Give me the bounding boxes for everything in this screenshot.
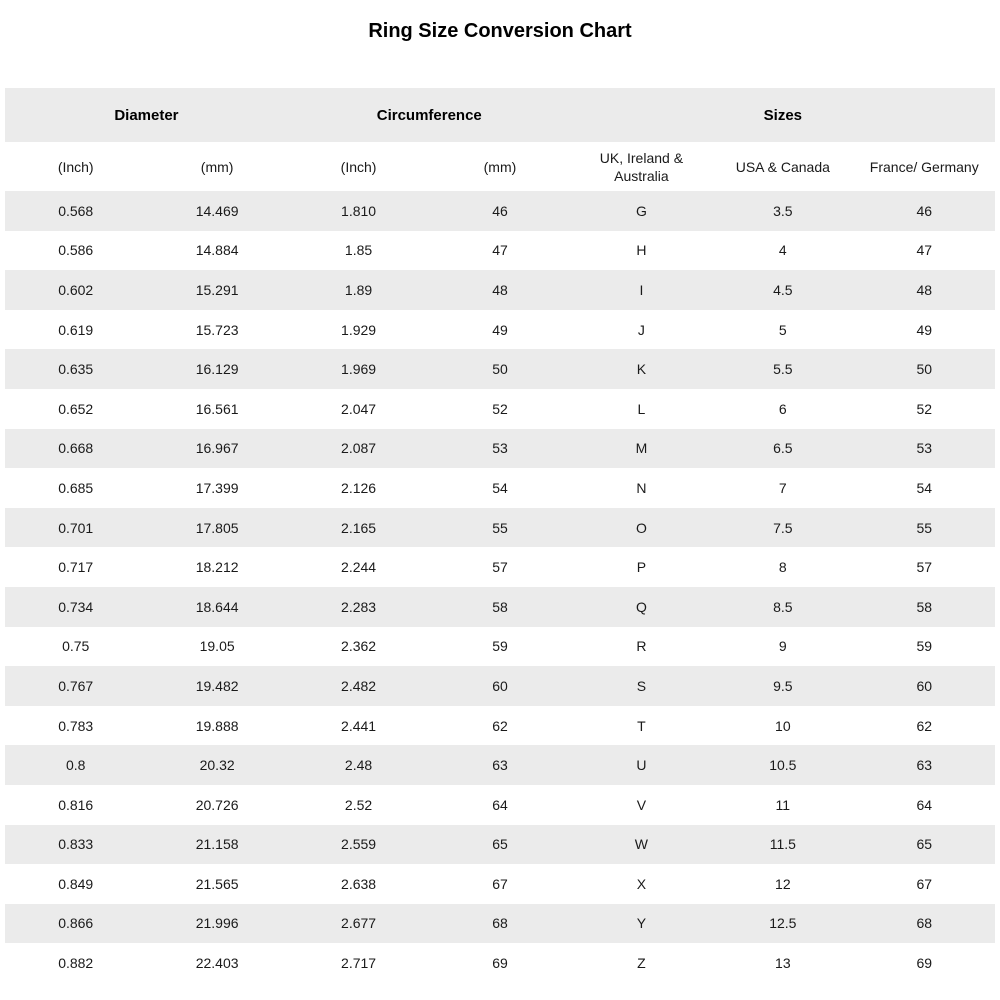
table-cell: 65	[492, 836, 508, 853]
table-cell: 2.165	[341, 519, 377, 536]
group-header-sizes: Sizes	[763, 106, 803, 124]
table-cell: 0.767	[58, 677, 94, 694]
column-header-france-germany: France/ Germany	[869, 158, 979, 175]
column-header-uk-ireland-australia: UK, Ireland & Australia	[599, 149, 684, 184]
table-cell: 10	[775, 717, 791, 734]
table-cell: 21.996	[195, 915, 239, 932]
table-cell: 47	[916, 242, 933, 259]
table-cell: 2.677	[341, 915, 377, 932]
table-cell: 10.5	[769, 757, 797, 774]
table-cell: 0.783	[58, 717, 94, 734]
table-cell: V	[636, 796, 647, 813]
table-cell: 64	[916, 796, 933, 813]
table-cell: 17.399	[195, 479, 239, 496]
table-cell: 55	[916, 519, 933, 536]
table-cell: 17.805	[195, 519, 239, 536]
table-cell: 53	[492, 440, 508, 457]
table-cell: 19.482	[195, 677, 239, 694]
table-cell: 4.5	[773, 281, 793, 298]
table-row	[5, 864, 995, 904]
table-cell: 6.5	[773, 440, 793, 457]
column-header-diameter-inch: (Inch)	[57, 158, 94, 175]
table-cell: 49	[916, 321, 933, 338]
table-cell: 19.05	[199, 638, 235, 655]
column-header-circumference-mm: (mm)	[483, 158, 517, 175]
table-cell: 57	[916, 559, 933, 576]
table-cell: 0.602	[58, 281, 94, 298]
table-cell: 22.403	[195, 955, 239, 972]
table-cell: G	[635, 202, 647, 219]
table-row	[5, 587, 995, 627]
table-cell: 59	[492, 638, 508, 655]
table-cell: 9.5	[773, 677, 793, 694]
group-header-diameter: Diameter	[114, 106, 179, 124]
table-row	[5, 468, 995, 508]
table-cell: 14.884	[195, 242, 239, 259]
table-cell: 62	[916, 717, 933, 734]
table-cell: 2.559	[341, 836, 377, 853]
table-row	[5, 943, 995, 983]
table-cell: 59	[916, 638, 933, 655]
table-cell: 20.726	[195, 796, 239, 813]
table-cell: 0.586	[58, 242, 94, 259]
table-cell: 0.8	[65, 757, 86, 774]
table-cell: 47	[492, 242, 508, 259]
table-row	[5, 825, 995, 865]
table-cell: 16.129	[195, 361, 239, 378]
table-cell: 16.967	[195, 440, 239, 457]
table-cell: T	[637, 717, 646, 734]
table-cell: 20.32	[199, 757, 235, 774]
table-cell: 0.75	[62, 638, 90, 655]
table-cell: 65	[916, 836, 933, 853]
table-cell: S	[636, 677, 647, 694]
table-cell: 69	[916, 955, 933, 972]
table-row	[5, 270, 995, 310]
table-row	[5, 508, 995, 548]
column-header-circumference-inch: (Inch)	[340, 158, 377, 175]
table-row	[5, 706, 995, 746]
table-cell: 8.5	[773, 598, 793, 615]
column-header-diameter-mm: (mm)	[200, 158, 234, 175]
table-cell: 2.126	[341, 479, 377, 496]
table-container	[5, 88, 995, 983]
table-cell: 21.158	[195, 836, 239, 853]
table-cell: 2.52	[344, 796, 373, 813]
ring-size-table	[5, 88, 995, 983]
table-row	[5, 231, 995, 271]
table-cell: 5.5	[773, 361, 793, 378]
table-cell: 19.888	[195, 717, 239, 734]
table-cell: 4	[778, 242, 787, 259]
table-cell: 9	[778, 638, 787, 655]
table-cell: 0.717	[58, 559, 94, 576]
table-cell: 46	[916, 202, 933, 219]
table-cell: P	[636, 559, 647, 576]
table-cell: 60	[492, 677, 508, 694]
table-cell: 0.701	[58, 519, 94, 536]
table-cell: 0.866	[58, 915, 94, 932]
table-cell: 1.810	[341, 202, 377, 219]
page-title: Ring Size Conversion Chart	[368, 20, 632, 42]
table-cell: 1.929	[341, 321, 377, 338]
table-cell: 67	[916, 875, 933, 892]
table-cell: 7	[778, 479, 787, 496]
table-row	[5, 904, 995, 944]
table-cell: 63	[916, 757, 933, 774]
table-cell: 0.668	[58, 440, 94, 457]
table-cell: 11.5	[769, 836, 796, 853]
table-cell: 57	[492, 559, 508, 576]
table-cell: 2.362	[341, 638, 377, 655]
table-cell: 2.48	[344, 757, 373, 774]
table-cell: 16.561	[195, 400, 239, 417]
table-cell: 55	[492, 519, 508, 536]
table-cell: 63	[492, 757, 508, 774]
table-cell: 0.652	[58, 400, 94, 417]
table-cell: L	[637, 400, 646, 417]
table-cell: 2.717	[341, 955, 377, 972]
table-cell: 21.565	[195, 875, 239, 892]
table-cell: 60	[916, 677, 933, 694]
table-cell: 2.283	[341, 598, 377, 615]
table-head	[5, 88, 995, 191]
table-cell: 53	[916, 440, 933, 457]
table-cell: 54	[916, 479, 933, 496]
table-cell: 50	[492, 361, 508, 378]
table-row	[5, 191, 995, 231]
table-cell: Q	[635, 598, 647, 615]
column-header-row	[5, 142, 995, 191]
table-cell: 0.635	[58, 361, 94, 378]
table-cell: X	[636, 875, 647, 892]
table-cell: 2.482	[341, 677, 377, 694]
table-cell: 1.85	[344, 242, 373, 259]
table-cell: 11	[775, 796, 791, 813]
column-header-usa-canada: USA & Canada	[735, 158, 830, 175]
table-body	[5, 191, 995, 983]
table-cell: 12.5	[769, 915, 797, 932]
table-cell: 68	[916, 915, 933, 932]
table-row	[5, 547, 995, 587]
table-row	[5, 666, 995, 706]
table-cell: 58	[916, 598, 933, 615]
table-cell: 2.047	[341, 400, 377, 417]
table-cell: 48	[916, 281, 933, 298]
table-cell: 2.087	[341, 440, 377, 457]
table-cell: 0.816	[58, 796, 94, 813]
table-cell: 6	[778, 400, 787, 417]
table-cell: 0.685	[58, 479, 94, 496]
table-cell: 15.291	[195, 281, 239, 298]
table-cell: 13	[775, 955, 791, 972]
table-cell: 18.644	[195, 598, 239, 615]
table-row	[5, 310, 995, 350]
table-cell: 46	[492, 202, 508, 219]
table-cell: 67	[492, 875, 508, 892]
table-cell: 54	[492, 479, 508, 496]
table-cell: 0.734	[58, 598, 94, 615]
table-cell: 0.568	[58, 202, 94, 219]
table-row	[5, 785, 995, 825]
table-cell: J	[637, 321, 645, 338]
table-cell: 15.723	[195, 321, 239, 338]
table-cell: 2.441	[341, 717, 377, 734]
table-cell: H	[636, 242, 647, 259]
table-cell: 8	[778, 559, 787, 576]
table-row	[5, 745, 995, 785]
table-cell: 2.244	[341, 559, 377, 576]
table-cell: 64	[492, 796, 508, 813]
table-cell: 0.882	[58, 955, 94, 972]
table-cell: R	[636, 638, 647, 655]
table-cell: 0.619	[58, 321, 94, 338]
table-cell: 2.638	[341, 875, 377, 892]
table-cell: 12	[775, 875, 791, 892]
table-row	[5, 389, 995, 429]
table-cell: 14.469	[195, 202, 239, 219]
table-cell: 3.5	[773, 202, 793, 219]
table-row	[5, 627, 995, 667]
table-cell: 52	[916, 400, 933, 417]
table-cell: 62	[492, 717, 508, 734]
table-cell: 68	[492, 915, 508, 932]
table-cell: K	[636, 361, 647, 378]
table-cell: 48	[492, 281, 508, 298]
table-cell: I	[639, 281, 644, 298]
table-cell: O	[635, 519, 647, 536]
group-header-circumference: Circumference	[376, 106, 482, 124]
table-cell: 7.5	[773, 519, 793, 536]
group-header-row	[5, 88, 995, 142]
table-cell: 0.833	[58, 836, 94, 853]
table-cell: 49	[492, 321, 508, 338]
table-row	[5, 429, 995, 469]
table-cell: M	[635, 440, 648, 457]
table-cell: 1.89	[344, 281, 373, 298]
table-cell: 5	[778, 321, 787, 338]
table-cell: W	[634, 836, 648, 853]
table-cell: 0.849	[58, 875, 94, 892]
table-cell: Y	[636, 915, 647, 932]
table-cell: 52	[492, 400, 508, 417]
table-cell: N	[636, 479, 647, 496]
table-cell: 18.212	[195, 559, 239, 576]
table-cell: 1.969	[341, 361, 377, 378]
table-cell: U	[636, 757, 647, 774]
table-cell: 58	[492, 598, 508, 615]
table-cell: 69	[492, 955, 508, 972]
table-cell: Z	[637, 955, 646, 972]
table-row	[5, 349, 995, 389]
table-cell: 50	[916, 361, 933, 378]
